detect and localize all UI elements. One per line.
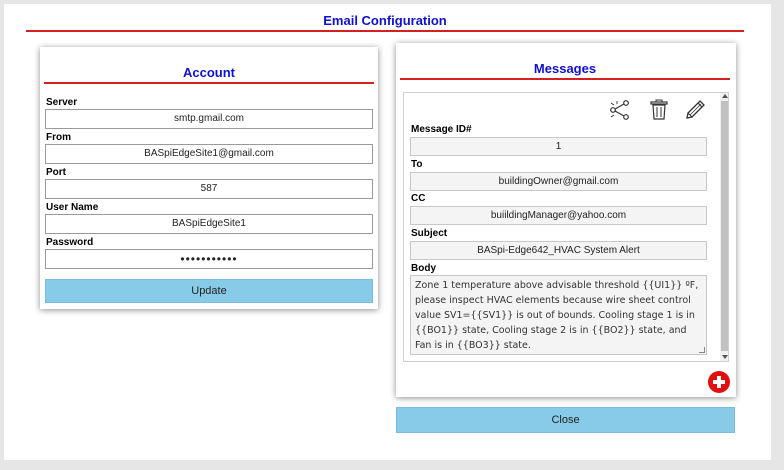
title-divider: [26, 30, 744, 32]
message-id-input[interactable]: 1: [410, 137, 707, 156]
password-label: Password: [46, 237, 94, 248]
username-label: User Name: [46, 202, 99, 213]
scroll-down-icon[interactable]: [722, 355, 728, 359]
to-label: To: [411, 159, 423, 170]
body-textarea[interactable]: [410, 275, 707, 355]
messages-divider: [400, 78, 730, 80]
body-text: Zone 1 temperature above advisable threshold {{UI1}} ºF, please inspect HVAC elements because wire sheet control value SV1={{SV1}} is out of bounds. Cooling stage 1 is in {{BO1}} state, Cooling stage 2 is in {{BO2}} state, and Fan is in {{BO3}} state.: [415, 280, 699, 351]
username-input[interactable]: BASpiEdgeSite1: [45, 214, 373, 234]
account-title: Account: [183, 65, 235, 80]
trash-icon[interactable]: [648, 99, 670, 121]
messages-title: Messages: [533, 61, 597, 76]
subject-label: Subject: [411, 228, 448, 239]
page-title: Email Configuration: [323, 13, 447, 28]
share-icon[interactable]: [609, 99, 631, 121]
password-input[interactable]: •••••••••••: [45, 249, 373, 269]
update-button[interactable]: Update: [45, 279, 373, 303]
body-label: Body: [411, 263, 436, 274]
port-input[interactable]: 587: [45, 179, 373, 199]
subject-input[interactable]: BASpi-Edge642_HVAC System Alert: [410, 241, 707, 260]
resize-grip-icon[interactable]: [699, 347, 705, 353]
scroll-thumb[interactable]: [721, 101, 728, 351]
cc-input[interactable]: buiildingManager@yahoo.com: [410, 206, 707, 225]
account-divider: [44, 82, 374, 84]
server-label: Server: [46, 97, 78, 108]
message-id-label: Message ID#: [411, 124, 472, 135]
close-button[interactable]: Close: [396, 407, 735, 433]
messages-panel: [396, 43, 736, 397]
pencil-icon[interactable]: [684, 99, 706, 121]
from-label: From: [46, 132, 71, 143]
cc-label: CC: [411, 193, 426, 204]
account-panel: [40, 47, 378, 309]
from-input[interactable]: BASpiEdgeSite1@gmail.com: [45, 144, 373, 164]
scroll-up-icon[interactable]: [722, 94, 728, 98]
plus-circle-icon[interactable]: [708, 371, 730, 393]
plus-bar-vertical: [717, 376, 721, 388]
message-scrollbar[interactable]: [720, 93, 729, 361]
email-configuration-window: [4, 4, 771, 460]
port-label: Port: [46, 167, 66, 178]
server-input[interactable]: smtp.gmail.com: [45, 109, 373, 129]
message-editor: [403, 92, 729, 362]
to-input[interactable]: buildingOwner@gmail.com: [410, 172, 707, 191]
